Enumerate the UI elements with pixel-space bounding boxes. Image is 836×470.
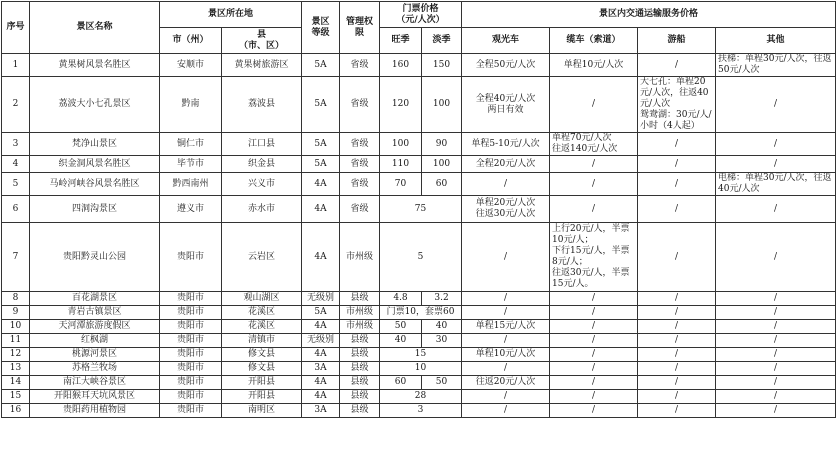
table-row: [2, 404, 836, 418]
cell-authority: 省级: [340, 196, 380, 223]
cell-cable: /: [550, 306, 638, 320]
cell-county: 花溪区: [222, 306, 302, 320]
table-row: [2, 362, 836, 376]
cell-boat: /: [638, 348, 716, 362]
cell-off: 30: [422, 334, 462, 348]
cell-bus: 单程20元/人次 往返30元/人次: [462, 196, 550, 223]
cell-grade: 5A: [302, 156, 340, 173]
cell-city: 安顺市: [160, 54, 222, 77]
cell-bus: /: [462, 223, 550, 292]
cell-city: 贵阳市: [160, 223, 222, 292]
cell-authority: 省级: [340, 133, 380, 156]
cell-off: 100: [422, 77, 462, 133]
cell-cable: /: [550, 173, 638, 196]
cell-seq: 4: [2, 156, 30, 173]
cell-name: 贵阳黔灵山公园: [30, 223, 160, 292]
cell-grade: 无级别: [302, 334, 340, 348]
table-row: [2, 348, 836, 362]
cell-other: /: [716, 362, 836, 376]
cell-name: 开阳猴耳天坑风景区: [30, 390, 160, 404]
header-cable: 缆车（索道）: [550, 28, 638, 54]
header-seq: 序号: [2, 2, 30, 54]
cell-authority: 省级: [340, 54, 380, 77]
cell-seq: 13: [2, 362, 30, 376]
cell-other: /: [716, 156, 836, 173]
cell-seq: 11: [2, 334, 30, 348]
cell-boat: /: [638, 223, 716, 292]
cell-boat: 大七孔：单程20元/人次，往返40元/人次 鸳鸯湖：30元/人/小时（4人起）: [638, 77, 716, 133]
cell-seq: 3: [2, 133, 30, 156]
cell-cable: /: [550, 292, 638, 306]
header-county: 县 （市、区）: [222, 28, 302, 54]
cell-name: 桃源河景区: [30, 348, 160, 362]
table-row: [2, 133, 836, 156]
cell-off: 90: [422, 133, 462, 156]
table-row: [2, 223, 836, 292]
table-row: [2, 306, 836, 320]
cell-county: 云岩区: [222, 223, 302, 292]
cell-bus: 单程10元/人次: [462, 348, 550, 362]
cell-seq: 10: [2, 320, 30, 334]
cell-peak: 100: [380, 133, 422, 156]
table-row: [2, 54, 836, 77]
cell-other: /: [716, 348, 836, 362]
cell-name: 织金洞风景名胜区: [30, 156, 160, 173]
cell-boat: /: [638, 156, 716, 173]
header-peak: 旺季: [380, 28, 422, 54]
cell-authority: 县级: [340, 390, 380, 404]
cell-other: /: [716, 334, 836, 348]
cell-authority: 省级: [340, 173, 380, 196]
cell-other: /: [716, 376, 836, 390]
cell-authority: 省级: [340, 156, 380, 173]
header-location: 景区所在地: [160, 2, 302, 28]
cell-boat: /: [638, 390, 716, 404]
cell-off: 150: [422, 54, 462, 77]
cell-price: 28: [380, 390, 462, 404]
cell-other: /: [716, 320, 836, 334]
cell-city: 贵阳市: [160, 334, 222, 348]
cell-price: 5: [380, 223, 462, 292]
cell-city: 毕节市: [160, 156, 222, 173]
cell-price: 3: [380, 404, 462, 418]
cell-county: 南明区: [222, 404, 302, 418]
header-row-1: [2, 2, 836, 28]
cell-boat: /: [638, 133, 716, 156]
table-body: [2, 54, 836, 418]
header-ticket: 门票价格 （元/人次）: [380, 2, 462, 28]
cell-county: 赤水市: [222, 196, 302, 223]
header-grade: 景区 等级: [302, 2, 340, 54]
cell-authority: 县级: [340, 404, 380, 418]
cell-name: 天河潭旅游度假区: [30, 320, 160, 334]
cell-county: 开阳县: [222, 390, 302, 404]
cell-city: 贵阳市: [160, 306, 222, 320]
cell-bus: /: [462, 334, 550, 348]
cell-authority: 市州级: [340, 320, 380, 334]
cell-other: /: [716, 306, 836, 320]
cell-authority: 市州级: [340, 223, 380, 292]
cell-bus: /: [462, 362, 550, 376]
cell-city: 贵阳市: [160, 390, 222, 404]
cell-off: 40: [422, 320, 462, 334]
cell-grade: 4A: [302, 390, 340, 404]
cell-name: 荔波大小七孔景区: [30, 77, 160, 133]
cell-peak: 60: [380, 376, 422, 390]
cell-boat: /: [638, 320, 716, 334]
cell-cable: 单程10元/人次: [550, 54, 638, 77]
table-row: [2, 77, 836, 133]
cell-boat: /: [638, 196, 716, 223]
cell-price: 15: [380, 348, 462, 362]
cell-price: 75: [380, 196, 462, 223]
cell-county: 修文县: [222, 348, 302, 362]
cell-city: 铜仁市: [160, 133, 222, 156]
cell-seq: 6: [2, 196, 30, 223]
cell-county: 清镇市: [222, 334, 302, 348]
table-row: [2, 173, 836, 196]
cell-bus: 全程40元/人次 两日有效: [462, 77, 550, 133]
cell-county: 兴义市: [222, 173, 302, 196]
cell-grade: 5A: [302, 306, 340, 320]
cell-seq: 8: [2, 292, 30, 306]
cell-city: 遵义市: [160, 196, 222, 223]
header-other: 其他: [716, 28, 836, 54]
cell-grade: 4A: [302, 348, 340, 362]
cell-peak: 70: [380, 173, 422, 196]
cell-county: 观山湖区: [222, 292, 302, 306]
cell-name: 马岭河峡谷风景名胜区: [30, 173, 160, 196]
cell-cable: /: [550, 348, 638, 362]
cell-seq: 7: [2, 223, 30, 292]
cell-cable: /: [550, 334, 638, 348]
cell-peak: 110: [380, 156, 422, 173]
cell-name: 红枫湖: [30, 334, 160, 348]
cell-cable: /: [550, 156, 638, 173]
cell-city: 贵阳市: [160, 292, 222, 306]
header-transport: 景区内交通运输服务价格: [462, 2, 836, 28]
table-row: [2, 320, 836, 334]
cell-city: 贵阳市: [160, 348, 222, 362]
cell-boat: /: [638, 362, 716, 376]
cell-name: 黄果树风景名胜区: [30, 54, 160, 77]
cell-price: 门票10，套票60: [380, 306, 462, 320]
cell-other: /: [716, 223, 836, 292]
cell-off: 50: [422, 376, 462, 390]
cell-seq: 1: [2, 54, 30, 77]
cell-boat: /: [638, 334, 716, 348]
cell-bus: 全程20元/人次: [462, 156, 550, 173]
cell-other: /: [716, 292, 836, 306]
cell-peak: 40: [380, 334, 422, 348]
cell-grade: 4A: [302, 376, 340, 390]
cell-city: 黔西南州: [160, 173, 222, 196]
cell-off: 3.2: [422, 292, 462, 306]
header-authority: 管理权限: [340, 2, 380, 54]
cell-county: 荔波县: [222, 77, 302, 133]
cell-grade: 4A: [302, 223, 340, 292]
cell-county: 花溪区: [222, 320, 302, 334]
cell-grade: 3A: [302, 404, 340, 418]
cell-name: 青岩古镇景区: [30, 306, 160, 320]
cell-bus: /: [462, 390, 550, 404]
cell-name: 百花湖景区: [30, 292, 160, 306]
cell-grade: 无级别: [302, 292, 340, 306]
cell-seq: 5: [2, 173, 30, 196]
cell-bus: /: [462, 173, 550, 196]
cell-grade: 5A: [302, 77, 340, 133]
cell-cable: /: [550, 320, 638, 334]
cell-authority: 县级: [340, 348, 380, 362]
table-row: [2, 196, 836, 223]
cell-authority: 县级: [340, 362, 380, 376]
cell-name: 南江大峡谷景区: [30, 376, 160, 390]
cell-name: 贵阳药用植物园: [30, 404, 160, 418]
cell-cable: /: [550, 390, 638, 404]
table-row: [2, 376, 836, 390]
header-bus: 观光车: [462, 28, 550, 54]
cell-price: 10: [380, 362, 462, 376]
cell-seq: 14: [2, 376, 30, 390]
cell-cable: /: [550, 196, 638, 223]
cell-bus: 单程5-10元/人次: [462, 133, 550, 156]
cell-other: /: [716, 77, 836, 133]
cell-bus: 单程15元/人次: [462, 320, 550, 334]
header-name: 景区名称: [30, 2, 160, 54]
cell-county: 江口县: [222, 133, 302, 156]
table-row: [2, 390, 836, 404]
cell-cable: /: [550, 77, 638, 133]
cell-off: 60: [422, 173, 462, 196]
cell-city: 黔南: [160, 77, 222, 133]
cell-boat: /: [638, 376, 716, 390]
cell-bus: /: [462, 306, 550, 320]
cell-authority: 县级: [340, 376, 380, 390]
cell-city: 贵阳市: [160, 362, 222, 376]
cell-other: /: [716, 390, 836, 404]
cell-cable: /: [550, 376, 638, 390]
cell-seq: 12: [2, 348, 30, 362]
cell-bus: 往返20元/人次: [462, 376, 550, 390]
cell-county: 修文县: [222, 362, 302, 376]
cell-bus: /: [462, 404, 550, 418]
cell-other: /: [716, 196, 836, 223]
cell-county: 开阳县: [222, 376, 302, 390]
cell-bus: 全程50元/人次: [462, 54, 550, 77]
cell-county: 黄果树旅游区: [222, 54, 302, 77]
cell-boat: /: [638, 306, 716, 320]
cell-off: 100: [422, 156, 462, 173]
header-off: 淡季: [422, 28, 462, 54]
cell-grade: 5A: [302, 54, 340, 77]
cell-peak: 4.8: [380, 292, 422, 306]
cell-boat: /: [638, 292, 716, 306]
cell-other: /: [716, 133, 836, 156]
cell-city: 贵阳市: [160, 404, 222, 418]
table-row: [2, 292, 836, 306]
cell-grade: 4A: [302, 173, 340, 196]
table-row: [2, 334, 836, 348]
cell-cable: /: [550, 362, 638, 376]
cell-other: 扶梯：单程30元/人次，往返50元/人次: [716, 54, 836, 77]
cell-name: 四洞沟景区: [30, 196, 160, 223]
cell-other: 电梯：单程30元/人次，往返40元/人次: [716, 173, 836, 196]
cell-county: 织金县: [222, 156, 302, 173]
cell-bus: /: [462, 292, 550, 306]
cell-city: 贵阳市: [160, 320, 222, 334]
cell-seq: 2: [2, 77, 30, 133]
cell-seq: 9: [2, 306, 30, 320]
cell-cable: 单程70元/人次 往返140元/人次: [550, 133, 638, 156]
cell-peak: 160: [380, 54, 422, 77]
table-row: [2, 156, 836, 173]
scenic-price-table: [1, 1, 836, 418]
cell-peak: 120: [380, 77, 422, 133]
cell-boat: /: [638, 54, 716, 77]
header-city: 市（州）: [160, 28, 222, 54]
cell-other: /: [716, 404, 836, 418]
cell-seq: 15: [2, 390, 30, 404]
cell-boat: /: [638, 404, 716, 418]
cell-cable: 上行20元/人，半票10元/人； 下行15元/人，半票8元/人； 往返30元/人，半票15元/人。: [550, 223, 638, 292]
cell-cable: /: [550, 404, 638, 418]
cell-grade: 3A: [302, 362, 340, 376]
cell-seq: 16: [2, 404, 30, 418]
header-boat: 游船: [638, 28, 716, 54]
cell-grade: 4A: [302, 320, 340, 334]
cell-boat: /: [638, 173, 716, 196]
cell-city: 贵阳市: [160, 376, 222, 390]
cell-name: 苏格兰牧场: [30, 362, 160, 376]
cell-authority: 省级: [340, 77, 380, 133]
cell-grade: 4A: [302, 196, 340, 223]
cell-authority: 县级: [340, 334, 380, 348]
cell-grade: 5A: [302, 133, 340, 156]
cell-name: 梵净山景区: [30, 133, 160, 156]
cell-authority: 市州级: [340, 306, 380, 320]
cell-authority: 县级: [340, 292, 380, 306]
cell-peak: 50: [380, 320, 422, 334]
